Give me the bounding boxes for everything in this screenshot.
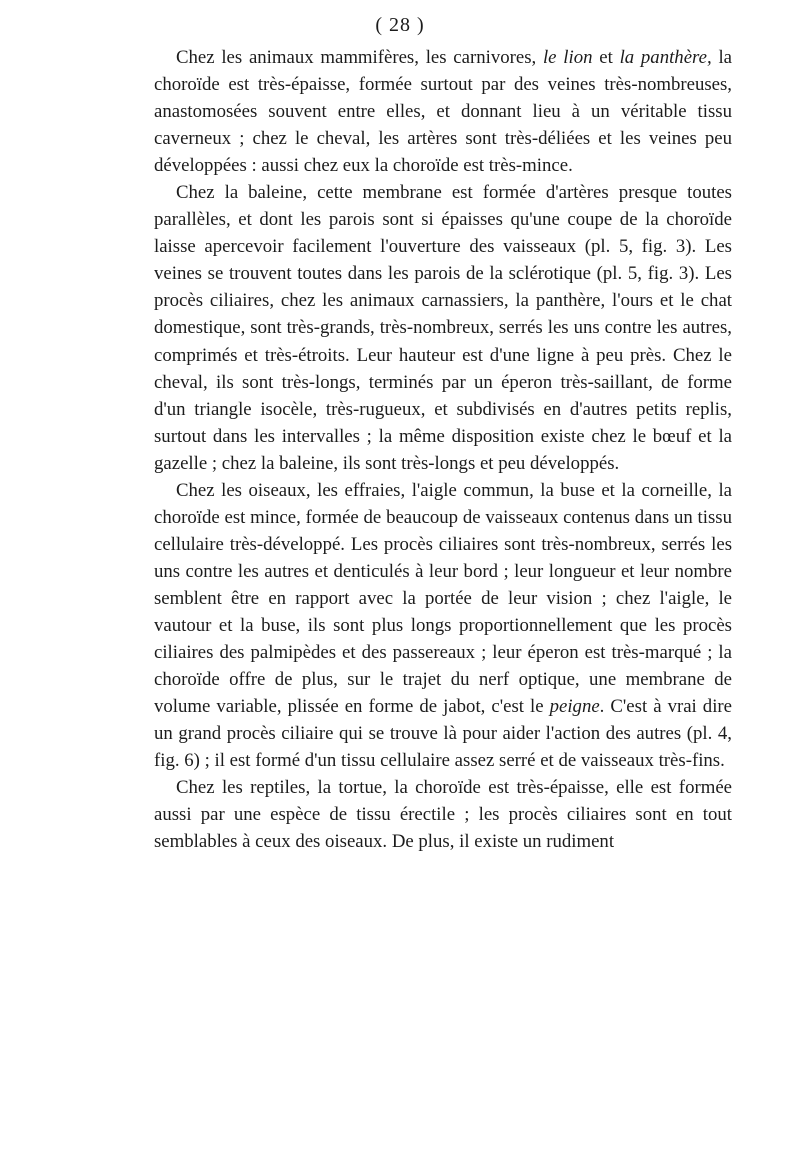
text-run: et [592, 47, 620, 68]
paragraph [154, 477, 732, 775]
italic-text: peigne [549, 696, 600, 718]
text-run: Chez les animaux mammifères, les carnivores, [176, 47, 543, 68]
text-run: Chez la baleine, cette membrane est formée d'artères presque toutes parallèles, et dont les parois sont si épaisses qu'une coupe de la choroïde laisse apercevoir facilement l'ouverture des vaisseaux (pl. 5, fig. 3). Les veines se trouvent toutes dans les parois de la sclérotique (pl. 5, fig. 3). Les procès ciliaires, chez les animaux carnassiers, la panthère, l'ours et le chat domestique, sont très-grands, très-nombreux, serrés les uns contre les autres, comprimés et très-étroits. Leur hauteur est d'une ligne à peu près. Chez le cheval, ils sont très-longs, terminés par un éperon très-saillant, de forme d'un triangle isocèle, très-rugueux, et subdivisés en d'autres petits replis, surtout dans les intervalles ; la même disposition existe chez le bœuf et la gazelle ; chez la baleine, ils sont très-longs et peu développés. [154, 182, 732, 474]
text-run: Chez les oiseaux, les effraies, l'aigle commun, la buse et la corneille, la choroïde est mince, formée de beaucoup de vaisseaux contenus dans un tissu cellulaire très-développé. Les procès ciliaires sont très-nombreux, serrés les uns contre les autres et denticulés à leur bord ; leur longueur et leur nombre semblent être en rapport avec la portée de leur vision ; chez l'aigle, le vautour et la buse, ils sont plus longs proportionnellement que les procès ciliaires des palmipèdes et des passereaux ; leur éperon est très-marqué ; la choroïde offre de plus, sur le trajet du nerf optique, une membrane de volume variable, plissée en forme de jabot, c'est le [154, 479, 732, 718]
body-text [154, 44, 732, 855]
italic-text: le lion [542, 47, 593, 68]
text-run: la choroïde est très-épaisse, formée surtout par des veines très-nombreuses, anastomosées souvent entre elles, et donnant lieu à un véritable tissu caverneux ; chez le cheval, les artères sont très-déliées et les veines peu développées : aussi chez eux la choroïde est très-mince. [154, 47, 732, 177]
paragraph [154, 179, 732, 477]
paragraph [154, 774, 732, 855]
text-run: Chez les reptiles, la tortue, la choroïde est très-épaisse, elle est formée aussi par une espèce de tissu érectile ; les procès ciliaires sont en tout semblables à ceux des oiseaux. De plus, il existe un rudiment [154, 777, 732, 853]
text-run: . C'est à vrai dire un grand procès ciliaire qui se trouve là pour aider l'action des autres (pl. 4, fig. 6) ; il est formé d'un tissu cellulaire assez serré et de vaisseaux très-fins. [154, 696, 733, 772]
paragraph [154, 44, 732, 179]
italic-text: la panthère, [619, 47, 712, 68]
page-number: ( 28 ) [375, 14, 425, 36]
